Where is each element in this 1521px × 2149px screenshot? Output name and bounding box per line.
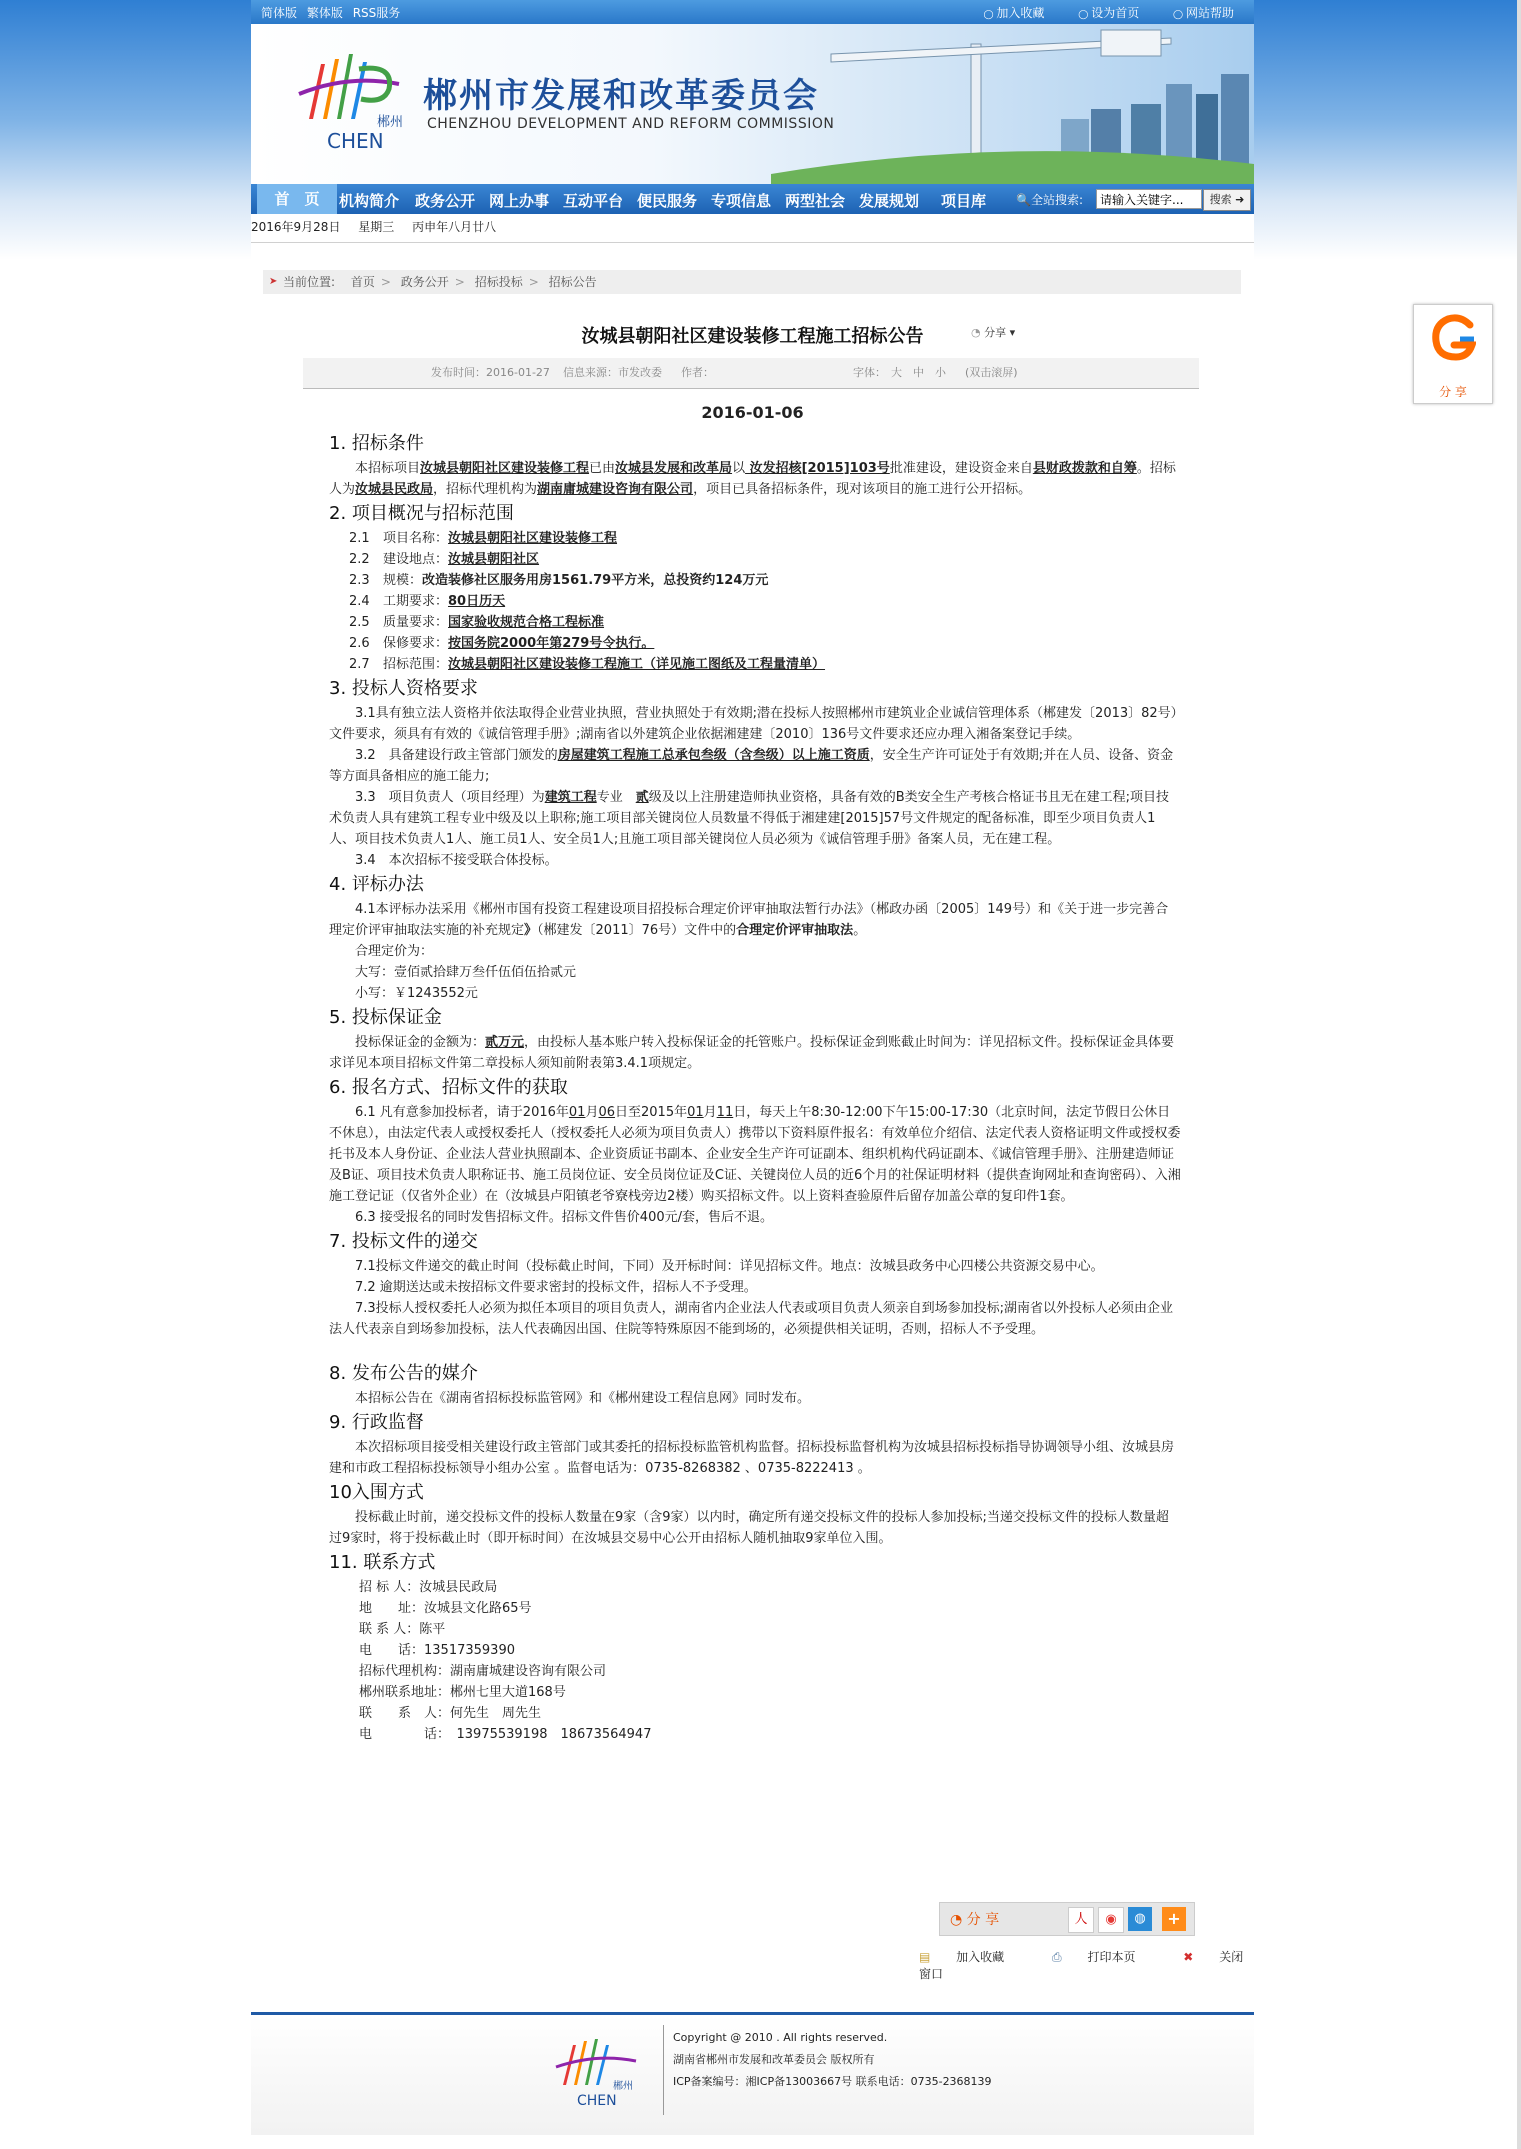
share-icon: ◔ bbox=[971, 326, 981, 339]
search-label bbox=[1016, 191, 1083, 208]
article-actions bbox=[919, 1948, 1254, 1982]
date-bar bbox=[251, 218, 510, 235]
logo-sub: CHEN bbox=[327, 129, 384, 153]
city-crane-illustration bbox=[771, 24, 1254, 184]
info-source: 信息来源：市发改委 bbox=[563, 366, 662, 379]
nav-item-gov-affairs[interactable]: 政务公开 bbox=[415, 192, 476, 210]
breadcrumb-home[interactable]: 首页 bbox=[350, 275, 375, 289]
share-button-top[interactable] bbox=[971, 324, 1015, 340]
breadcrumb: ➤ 当前位置: 首页 > 政务公开 > 招标投标 > 招标公告 bbox=[263, 270, 1241, 294]
article-body bbox=[329, 430, 1181, 1745]
nav-item-about[interactable]: 机构简介 bbox=[339, 192, 400, 210]
close-window-action[interactable]: ✖ 关闭窗口 bbox=[919, 1950, 1244, 1981]
divider bbox=[251, 242, 1254, 243]
search-label-text: 全站搜索: bbox=[1030, 193, 1083, 207]
article-meta bbox=[303, 358, 1199, 389]
author: 作者： bbox=[681, 366, 714, 379]
current-date: 2016年9月28日 bbox=[251, 220, 341, 234]
share-toolbar bbox=[939, 1902, 1195, 1936]
icp-info: ICP备案编号：湘ICP备13003667号 联系电话：0735-2368139 bbox=[673, 2075, 992, 2088]
font-medium[interactable]: 中 bbox=[913, 366, 924, 379]
section-heading: 9. 行政监督 bbox=[329, 1412, 424, 1433]
list-item: 2.4 工期要求：80日历天 bbox=[349, 594, 506, 609]
scrollbar[interactable] bbox=[1517, 0, 1521, 2149]
floating-share-button[interactable] bbox=[1413, 304, 1493, 404]
section-heading: 6. 报名方式、招标文件的获取 bbox=[329, 1077, 568, 1098]
section-paragraph: 本招标公告在《湖南省招标投标监管网》和《郴州建设工程信息网》同时发布。 bbox=[355, 1391, 811, 1406]
list-item: 2.6 保修要求：按国务院2000年第279号令执行。 bbox=[349, 636, 655, 651]
close-icon: ✖ bbox=[1183, 1950, 1194, 1964]
list-item: 2.5 质量要求：国家验收规范合格工程标准 bbox=[349, 615, 605, 630]
footer-divider bbox=[663, 2025, 664, 2115]
search-button-label: 搜索 bbox=[1209, 193, 1232, 206]
simplified-link[interactable]: 简体版 bbox=[261, 6, 298, 20]
print-action[interactable]: ⎙ 打印本页 bbox=[1052, 1950, 1136, 1964]
breadcrumb-prefix: 当前位置: bbox=[283, 275, 336, 289]
footer-logo-sub: CHEN bbox=[577, 2093, 617, 2109]
logo-text: 郴州 bbox=[377, 115, 404, 130]
main-nav bbox=[251, 184, 1254, 214]
footer-text bbox=[673, 2027, 992, 2093]
contact-line: 电 话： 13975539198 18673564947 bbox=[359, 1727, 652, 1742]
section-paragraph: 7.3投标人授权委托人必须为拟任本项目的项目负责人，湖南省内企业法人代表或项目负责人须亲自到场参加投标;湖南省以外投标人必须由企业法人代表亲自到场参加投标，法人代表确因出国、住院等特殊原因不能到场的，必须提供相关证明，否则，招标人不予受理。 bbox=[329, 1301, 1174, 1337]
article-title: 汝城县朝阳社区建设装修工程施工招标公告 bbox=[581, 326, 924, 347]
section-heading: 3. 投标人资格要求 bbox=[329, 678, 478, 699]
publish-time: 发布时间：2016-01-27 bbox=[431, 366, 550, 379]
renren-share-icon[interactable]: 人 bbox=[1068, 1907, 1094, 1933]
contact-line: 地 址：汝城县文化路65号 bbox=[359, 1601, 532, 1616]
banner bbox=[251, 24, 1254, 184]
list-item: 2.1 项目名称：汝城县朝阳社区建设装修工程 bbox=[349, 531, 618, 546]
print-icon: ⎙ bbox=[1052, 1950, 1062, 1964]
section-paragraph: 3.1具有独立法人资格并依法取得企业营业执照，营业执照处于有效期;潜在投标人按照郴州市建筑业企业诚信管理体系（郴建发〔2013〕82号）文件要求，须具有有效的《诚信管理手册》;湖南省以外建筑企业依据湘建建〔2010〕136号文件要求还应办理入湘备案登记手续。 bbox=[329, 706, 1178, 742]
section-paragraph: 3.4 本次招标不接受联合体投标。 bbox=[355, 853, 558, 868]
breadcrumb-bid-notice[interactable]: 招标公告 bbox=[548, 275, 597, 289]
traditional-link[interactable]: 繁体版 bbox=[306, 6, 343, 20]
weibo-share-icon[interactable]: ◉ bbox=[1098, 1907, 1124, 1933]
footer-logo-text: 郴州 bbox=[613, 2081, 633, 2092]
section-paragraph: 7.1投标文件递交的截止时间（投标截止时间，下同）及开标时间：详见招标文件。地点：汝城县政务中心四楼公共资源交易中心。 bbox=[355, 1259, 1104, 1274]
section-paragraph: 6.3 接受报名的同时发售招标文件。招标文件售价400元/套，售后不退。 bbox=[355, 1210, 773, 1225]
more-share-button[interactable]: + bbox=[1162, 1907, 1186, 1931]
contact-line: 郴州联系地址：郴州七里大道168号 bbox=[359, 1685, 566, 1700]
copyright: Copyright @ 2010 . All rights reserved. bbox=[673, 2031, 888, 2044]
top-bar bbox=[251, 0, 1254, 24]
lunar-date: 丙申年八月廿八 bbox=[412, 220, 497, 234]
qzone-share-icon[interactable]: ◍ bbox=[1128, 1907, 1152, 1931]
section-paragraph: 7.2 逾期送达或未按招标文件要求密封的投标文件，招标人不予受理。 bbox=[355, 1280, 757, 1295]
section-heading: 11. 联系方式 bbox=[329, 1552, 436, 1573]
list-item: 2.2 建设地点：汝城县朝阳社区 bbox=[349, 552, 540, 567]
dblclick-scroll: (双击滚屏) bbox=[965, 366, 1018, 379]
section-heading: 10入围方式 bbox=[329, 1482, 424, 1503]
section-heading: 4. 评标办法 bbox=[329, 874, 424, 895]
section-paragraph: 3.2 具备建设行政主管部门颁发的房屋建筑工程施工总承包叁级（含叁级）以上施工资质，安全生产许可证处于有效期;并在人员、设备、资金等方面具备相应的施工能力; bbox=[329, 748, 1174, 784]
section-paragraph: 大写：壹佰贰拾肆万叁仟伍佰伍拾贰元 bbox=[355, 965, 577, 980]
share-logo-icon: ◔ bbox=[950, 1912, 963, 1928]
section-heading: 5. 投标保证金 bbox=[329, 1007, 442, 1028]
nav-item-two-type-society[interactable]: 两型社会 bbox=[785, 192, 846, 210]
font-small[interactable]: 小 bbox=[935, 366, 946, 379]
nav-home[interactable]: 首 页 bbox=[257, 184, 337, 214]
site-subtitle: CHENZHOU DEVELOPMENT AND REFORM COMMISSION bbox=[427, 116, 835, 132]
section-paragraph: 3.3 项目负责人（项目经理）为建筑工程专业 贰级及以上注册建造师执业资格，具备有效的B类安全生产考核合格证书且无在建工程;项目技术负责人具有建筑工程专业中级及以上职称;施工项目部关键岗位人员数量不得低于湘建建[2015]57号文件规定的配备标准，即至少项目负责人1人、项目技术负责人1人、施工员1人、安全员1人;且施工项目部关键岗位人员必须为《诚信管理手册》备案人员，无在建工程。 bbox=[329, 790, 1170, 847]
breadcrumb-gov-affairs[interactable]: 政务公开 bbox=[400, 275, 449, 289]
site-title: 郴州市发展和改革委员会 bbox=[423, 76, 819, 116]
floating-share-label: 分 享 bbox=[1439, 385, 1467, 399]
section-paragraph: 6.1 凡有意参加投标者，请于2016年01月06日至2015年01月11日，每天上午8:30-12:00下午15:00-17:30（北京时间，法定节假日公休日不休息），由法定代表人或授权委托人（授权委托人必须为项目负责人）携带以下资料原件报名：有效单位介绍信、法定代表人资格证明文件或授权委托书及本人身份证、企业法人营业执照副本、企业资质证书副本、企业安全生产许可证副本、组织机构代码证副本、《诚信管理手册》、注册建造师证及B证、项目技术负责人职称证书、施工员岗位证、安全员岗位证及C证、关键岗位人员的近6个月的社保证明材料（提供查询网址和查询密码）、入湘施工登记证（仅省外企业）在（汝城县卢阳镇老爷寮栈旁边2楼）购买招标文件。以上资料查验原件后留存加盖公章的复印件1套。 bbox=[329, 1105, 1181, 1204]
section-paragraph: 本次招标项目接受相关建设行政主管部门或其委托的招标投标监管机构监督。招标投标监督机构为汝城县招标投标指导协调领导小组、汝城县房建和市政工程招标投标领导小组办公室 。监督电话为：0735-8268382 、0735-8222413 。 bbox=[329, 1440, 1175, 1476]
font-large[interactable]: 大 bbox=[891, 366, 902, 379]
arrow-right-icon: ➜ bbox=[1235, 193, 1245, 206]
share-label: 分 享 bbox=[966, 1912, 1000, 1928]
section-paragraph: 4.1本评标办法采用《郴州市国有投资工程建设项目招投标合理定价评审抽取法暂行办法》（郴政办函〔2005〕149号）和《关于进一步完善合理定价评审抽取法实施的补充规定》（郴建发〔2011〕76号）文件中的合理定价评审抽取法。 bbox=[329, 902, 1169, 938]
arrow-icon: ➤ bbox=[269, 276, 278, 287]
section-paragraph: 合理定价为： bbox=[355, 944, 434, 959]
list-item: 2.3 规模：改造装修社区服务用房1561.79平方米，总投资约124万元 bbox=[349, 573, 769, 588]
nav-item-online-service[interactable]: 网上办事 bbox=[489, 192, 550, 210]
section-paragraph: 投标截止时前，递交投标文件的投标人数量在9家（含9家）以内时，确定所有递交投标文件的投标人参加投标;当递交投标文件的投标人数量超过9家时，将于投标截止时（即开标时间）在汝城县交易中心公开由招标人随机抽取9家单位入围。 bbox=[329, 1510, 1169, 1546]
nav-item-public-service[interactable]: 便民服务 bbox=[637, 192, 698, 210]
search-icon: 🔍 bbox=[1016, 193, 1031, 207]
section-paragraph: 本招标项目汝城县朝阳社区建设装修工程已由汝城县发展和改革局以 汝发招核[2015]103号批准建设，建设资金来自县财政拨款和自筹。招标人为汝城县民政局，招标代理机构为湖南庸城建设咨询有限公司，项目已具备招标条件，现对该项目的施工进行公开招标。 bbox=[329, 461, 1176, 497]
chevron-down-icon: ▾ bbox=[1009, 326, 1016, 339]
nav-item-interaction[interactable]: 互动平台 bbox=[563, 192, 624, 210]
font-label: 字体： bbox=[853, 366, 886, 379]
add-favorite-action[interactable]: ▤ 加入收藏 bbox=[919, 1950, 1005, 1964]
nav-item-planning[interactable]: 发展规划 bbox=[859, 192, 920, 210]
footer-logo bbox=[551, 2035, 641, 2110]
add-favorite-link[interactable]: ◯ 加入收藏 bbox=[983, 6, 1044, 20]
site-help-link[interactable]: ◯ 网站帮助 bbox=[1173, 6, 1234, 20]
search-button[interactable] bbox=[1203, 189, 1251, 211]
search-input[interactable] bbox=[1096, 189, 1202, 209]
share-logo-icon bbox=[1430, 313, 1476, 363]
owner: 湖南省郴州市发展和改革委员会 版权所有 bbox=[673, 2053, 875, 2066]
rss-link[interactable]: RSS服务 bbox=[352, 6, 401, 20]
nav-item-special-info[interactable]: 专项信息 bbox=[711, 192, 772, 210]
site-logo[interactable] bbox=[289, 44, 409, 159]
section-heading: 2. 项目概况与招标范围 bbox=[329, 503, 514, 524]
contact-line: 电 话：13517359390 bbox=[359, 1643, 515, 1658]
list-item: 2.7 招标范围：汝城县朝阳社区建设装修工程施工（详见施工图纸及工程量清单） bbox=[349, 657, 826, 672]
page-container bbox=[251, 0, 1254, 2149]
section-paragraph: 投标保证金的金额为：贰万元，由投标人基本账户转入投标保证金的托管账户。投标保证金到账截止时间为：详见招标文件。投标保证金具体要求详见本项目招标文件第二章投标人须知前附表第3.4.1项规定。 bbox=[329, 1035, 1175, 1071]
section-heading: 8. 发布公告的媒介 bbox=[329, 1363, 478, 1384]
contact-line: 联 系 人：陈平 bbox=[359, 1622, 446, 1637]
contact-line: 联 系 人：何先生 周先生 bbox=[359, 1706, 542, 1721]
current-weekday: 星期三 bbox=[358, 220, 395, 234]
set-homepage-link[interactable]: ◯ 设为首页 bbox=[1078, 6, 1139, 20]
contact-line: 招 标 人：汝城县民政局 bbox=[359, 1580, 498, 1595]
contact-line: 招标代理机构：湖南庸城建设咨询有限公司 bbox=[359, 1664, 607, 1679]
share-main-button[interactable] bbox=[950, 1909, 999, 1929]
share-label: 分享 bbox=[984, 326, 1007, 339]
breadcrumb-bidding[interactable]: 招标投标 bbox=[474, 275, 523, 289]
section-heading: 7. 投标文件的递交 bbox=[329, 1231, 478, 1252]
article-date-heading: 2016-01-06 bbox=[701, 403, 804, 422]
footer bbox=[251, 2012, 1254, 2135]
section-heading: 1. 招标条件 bbox=[329, 433, 424, 454]
section-paragraph: 小写：￥1243552元 bbox=[355, 986, 478, 1001]
nav-item-project-library[interactable]: 项目库 bbox=[941, 192, 987, 210]
favorite-icon: ▤ bbox=[919, 1950, 931, 1964]
